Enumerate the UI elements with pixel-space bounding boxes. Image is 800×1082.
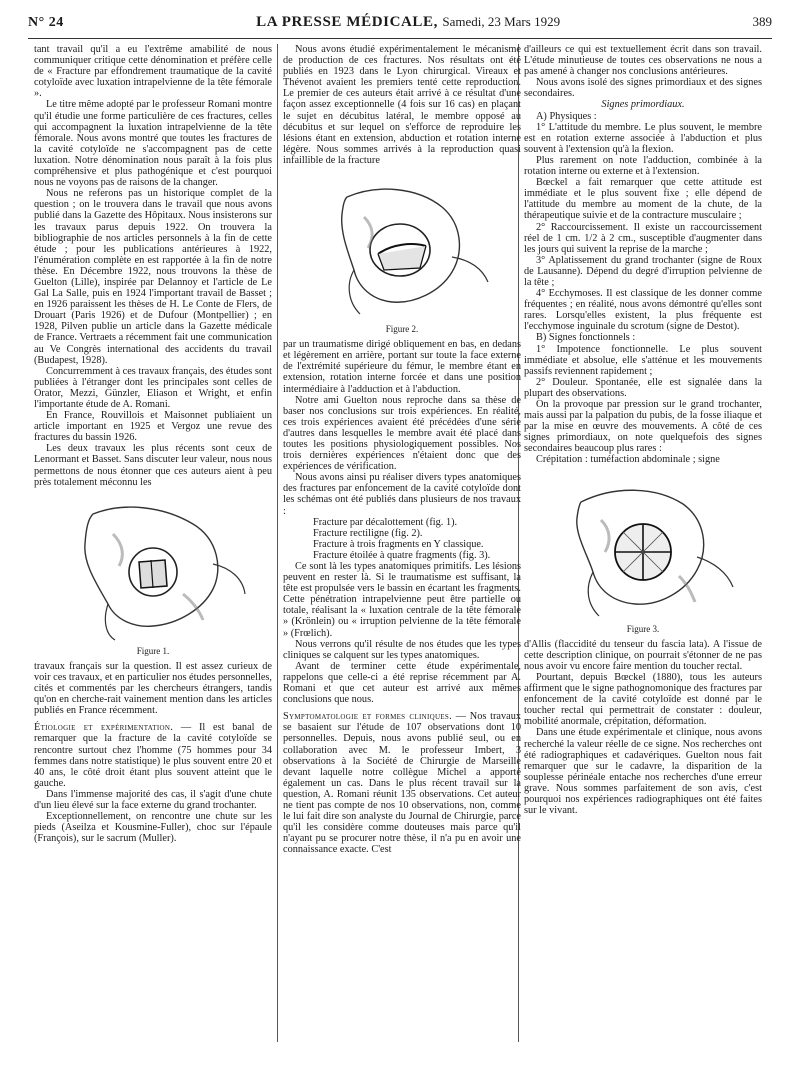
subheading: A) Physiques :	[536, 110, 597, 122]
paragraph: Les deux travaux les plus récents sont ceux de Lenormant et Basset. Sans discuter leur valeur, nous nous permettons de nous étonner que ces auteurs aient à peu près totalement méconnu les	[34, 443, 272, 488]
section-text: — Il est banal de remarquer que la fracture de la cavité cotyloïde se rencontre surtout chez l'homme (75 hommes pour 34 femmes dans notre statistique) le plus souvent entre 20 et 40 ans, le côté droit étant plus souvent atteint que le gauche.	[34, 722, 273, 789]
paragraph: par un traumatisme dirigé obliquement en bas, en dedans et légèrement en arrière, portant sur toute la face externe de l'extrémité supérieure du fémur, le membre étant en extension, rotation interne forcée et dans une position intermédiaire à l'adduction et à l'abduction.	[283, 339, 521, 395]
page-header	[28, 14, 772, 39]
paragraph: 2° Raccourcissement. Il existe un raccourcissement réel de 1 cm. 1/2 à 2 cm., susceptible d'augmenter dans les jours qui suivent la reprise de la marche ;	[524, 221, 762, 255]
column-divider	[277, 44, 278, 1042]
paragraph: Bœckel a fait remarquer que cette attitude est immédiate et le plus souvent fixe ; elle dépend de l'attitude du membre au moment de la chute, de la thérapeutique suivie et de la contracture musculaire ;	[524, 177, 762, 222]
list-item: Fracture rectiligne (fig. 2).	[313, 527, 423, 539]
journal-title	[256, 14, 560, 31]
paragraph: Nous ne referons pas un historique complet de la question ; on le trouvera dans le travail que nous avons publié dans la Gazette des Hôpitaux. Nous insisterons sur les travaux parus depuis 1922. On trouvera la bibliographie de nos articles personnels à la fin de cette étude ; pour les publications antérieures à 1922, l'énumération complète en est rapportée à la fin de notre thèse. En Décembre 1922, nous trouvons la thèse de Guelton (Lille), inspirée par Delannoy et l'article de Le Gal La Salle, puis en 1924 l'important travail de Basset ; en 1926 paraissent les thèses de H. Le Conte de Flers, de Drouart (Paris 1926) et de Dufour (Montpellier) ; en 1928, Pilven publie un article dans la Gazette médicale de France. Vertraets a récemment fait une communication au Ve Congrès international des accidents du travail (Budapest, 1928).	[34, 188, 272, 366]
paragraph: 1° Impotence fonctionnelle. Le plus souvent immédiate et absolue, elle s'atténue et les mouvements passifs reviennent rapidement ;	[524, 343, 762, 377]
paragraph: Plus rarement on note l'adduction, combinée à la rotation interne ou externe et à l'extension.	[524, 154, 762, 178]
paragraph: Nous avons isolé des signes primordiaux et des signes secondaires.	[524, 77, 762, 100]
paragraph: Dans une étude expérimentale et clinique, nous avons recherché la valeur réelle de ce signe. Nos recherches ont été radiographiques et cadavériques. Guelton nous fait remarquer que sur le cadavre, la disparition de la souplesse périnéale entache nos recherches d'une erreur grave. Nous sommes parfaitement de son avis, c'est pourquoi nos expériences radiographiques ont été faites sur le vivant.	[524, 727, 762, 817]
column-1	[34, 44, 272, 844]
paragraph: 4° Ecchymoses. Il est classique de les donner comme fréquentes ; en réalité, nous avons démontré qu'elles sont rares. Lorsqu'elles existent, la plus fréquente est l'ecchymose inguinale du scrotum (signe de Destot).	[524, 288, 762, 333]
subheading: Signes primordiaux.	[601, 99, 685, 111]
list-item: Fracture étoilée à quatre fragments (fig. 3).	[313, 549, 491, 561]
paragraph: Concurremment à ces travaux français, des études sont publiées à l'étranger dont les principales sont celles de Orator, Mezzi, Günzler, Eliason et Wright, et enfin l'importante étude de A. Romani.	[34, 365, 272, 410]
paragraph: 3° Aplatissement du grand trochanter (signe de Roux de Lausanne). Dépend du degré d'irruption pelvienne de la tête ;	[524, 254, 762, 288]
paragraph: Dans l'immense majorité des cas, il s'agit d'une chute d'un lieu élevé sur la face externe du grand trochanter.	[34, 788, 272, 811]
paragraph: Nous avons ainsi pu réaliser divers types anatomiques des fractures par enfoncement de la cavité cotyloïde dont les schémas ont été publiés dans plusieurs de nos travaux :	[283, 472, 521, 517]
paragraph: Notre ami Guelton nous reproche dans sa thèse de baser nos conclusions sur trois expériences. En réalité, ces trois expériences avaient été précédées d'une série d'autres dans lesquelles le membre avait été placé dans toutes les positions physiologiquement possibles. Nos trois dernières expériences n'étaient donc que des expériences de vérification.	[283, 394, 521, 473]
paragraph: travaux français sur la question. Il est assez curieux de voir ces travaux, et en particulier nos études personnelles, cités et commentés par les chercheurs étrangers, tandis qu'on en cherche-rait vainement mention dans les articles publiés en France récemment.	[34, 660, 272, 717]
figure-3	[524, 472, 762, 635]
paragraph: 1° L'attitude du membre. Le plus souvent, le membre est en rotation externe associée à l'abduction et plus souvent à l'extension qu'à la flexion.	[524, 121, 762, 155]
paragraph: tant travail qu'il a eu l'extrême amabilité de nous communiquer critique cette dénomination et préfère celle de « Fracture par effondrement traumatique de la cavité cotyloïde avec luxation intrapelvienne de la tête fémorale ».	[34, 44, 272, 100]
paragraph: On la provoque par pression sur le grand trochanter, mais aussi par la palpation du pubis, de la fosse iliaque et par la mise en œuvre des mouvements. A côté de ces signes primordiaux, on note quelquefois des signes secondaires beaucoup plus rares :	[524, 399, 762, 455]
list-item: Fracture à trois fragments en Y classique.	[313, 538, 484, 550]
paragraph: Nous avons étudié expérimentalement le mécanisme de production de ces fractures. Nos résultats ont été publiés en 1923 dans le Lyon chirurgical. Vireaux et Thévenot avaient les premiers tenté cette reproduction. Le premier de ces auteurs était arrivé à ce résultat d'une façon assez exceptionnelle (4 fois sur 16 cas) en plaçant le sujet en décubitus latéral, le membre opposé au décubitus et sur lequel on s'efforce de reproduire les lésions étant en extension, abduction et rotation interne légère. Nous sommes arrivés à la reproduction quasi infaillible de la fracture	[283, 44, 521, 166]
subheading: B) Signes fonctionnels :	[536, 332, 636, 344]
figure-caption: Figure 2.	[385, 324, 419, 335]
paragraph: Crépitation : tuméfaction abdominale ; signe	[536, 454, 720, 466]
figure-caption: Figure 1.	[136, 645, 170, 656]
paragraph: Exceptionnellement, on rencontre une chute sur les pieds (Aseilza et Kousmine-Fuller), choc sur l'épaule (François), sur le sacrum (Muller).	[34, 811, 272, 845]
section-text: — Nos travaux se basaient sur l'étude de 107 observations dont 10 personnelles. Depuis, nous avons publié seul, ou en collaboration avec M. le professeur Imbert, 3 observations à la Société de Chirurgie de Marseille devant laquelle notre collègue Michel a apporté également un cas. Dans le plus récent travail sur la question, A. Romani réunit 135 observations. Cet auteur ne tient pas compte de nos 10 observations, non, comme le lui fait dire son analyste du Journal de Chirurgie, parce qu'il les considère comme douteuses mais parce qu'il n'ayant pu se procurer notre thèse, il n'a pu en avoir une connaissance exacte. C'est	[283, 711, 521, 856]
journal-name: LA PRESSE MÉDICALE,	[256, 14, 438, 30]
hip-fracture-drawing-2	[302, 172, 502, 322]
section-heading: Étiologie et expérimentation.	[34, 722, 174, 734]
figure-caption: Figure 3.	[626, 623, 660, 634]
section-paragraph	[34, 722, 272, 789]
paragraph: Avant de terminer cette étude expérimentale, rappelons que celle-ci a été reprise récemment par A. Romani et que cet auteur est arrivé aux mêmes conclusions que nous.	[283, 660, 521, 706]
paragraph: Le titre même adopté par le professeur Romani montre qu'il étudie une forme particulière de ces fractures, celles qui accompagnent la luxation intrapelvienne de la tête fémorale. Nous avons montré que toutes les fractures de la cavité cotyloïde ne s'accompagnent pas de cette luxation. Notre dénomination nous paraît à la fois plus compréhensive et plus pathogénique et c'est pourquoi nous ne voyons pas de raisons de la changer.	[34, 99, 272, 189]
page-number: 389	[752, 14, 772, 29]
column-2	[283, 44, 521, 855]
paragraph: d'Allis (flaccidité du tenseur du fascia lata). A l'issue de cette description clinique, on pourrait s'étonner de ne pas nous avoir vu encore faire mention du toucher rectal.	[524, 638, 762, 672]
list-item: Fracture par décalottement (fig. 1).	[313, 516, 458, 528]
paragraph: d'ailleurs ce qui est textuellement écrit dans son travail. L'étude minutieuse de toutes ces observations ne nous a pas amené à changer nos conclusions antérieures.	[524, 44, 762, 78]
figure-1	[34, 494, 272, 657]
paragraph: En France, Rouvillois et Maisonnet publiaient un article important en 1925 et Vergoz une revue des fractures du bassin 1926.	[34, 410, 272, 444]
paragraph: Pourtant, depuis Bœckel (1880), tous les auteurs affirment que le signe pathognomonique des fractures par enfoncement de la cavité cotyloïde est donné par le toucher rectal qui permettrait de constater : douleur, mobilité anormale, crépitation, déformation.	[524, 671, 762, 728]
paragraph: 2° Douleur. Spontanée, elle est signalée dans la plupart des observations.	[524, 376, 762, 399]
hip-fracture-drawing-3	[543, 472, 743, 622]
issue-number: N° 24	[28, 15, 64, 30]
hip-fracture-drawing-1	[53, 494, 253, 644]
section-heading: Symptomatologie et formes cliniques.	[283, 711, 452, 723]
paragraph: Ce sont là les types anatomiques primitifs. Les lésions peuvent en rester là. Si le traumatisme est suffisant, la tête est propulsée vers le bassin en écartant les fragments. Cette pénétration intrapelvienne peut être partielle ou totale, réalisant la « luxation centrale de la tête fémorale » (Krönlein) ou « irruption pelvienne de la tête fémorale » (Frœlich).	[283, 561, 521, 639]
paragraph: Nous verrons qu'il résulte de nos études que les types cliniques se calquent sur les types anatomiques.	[283, 638, 521, 661]
section-paragraph	[283, 711, 521, 855]
column-3	[524, 44, 762, 816]
issue-date: Samedi, 23 Mars 1929	[442, 14, 561, 29]
figure-2	[283, 172, 521, 335]
